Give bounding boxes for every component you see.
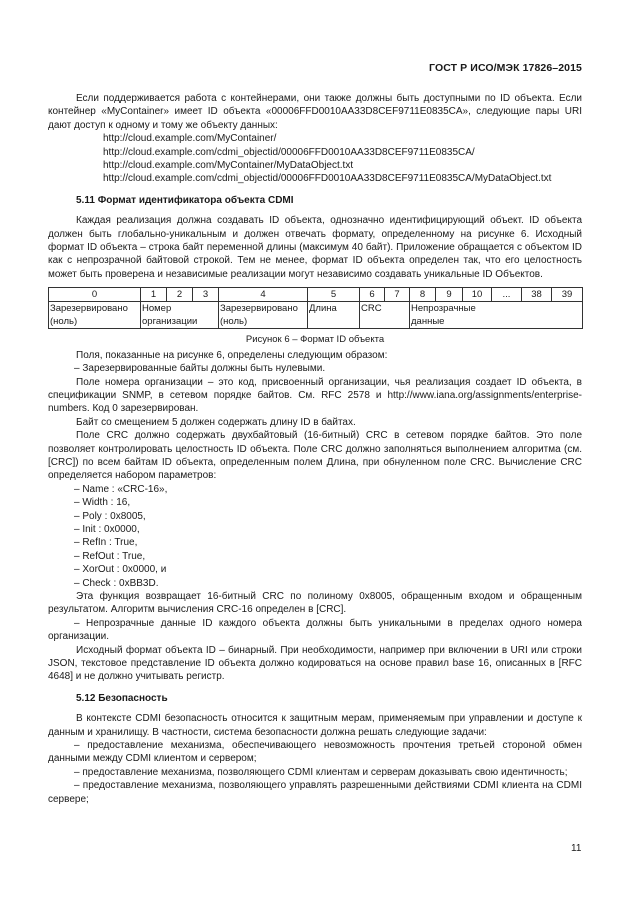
field-crc-sub: [360, 315, 410, 329]
paragraph-crc-function: Эта функция возвращает 16-битный CRC по полиному 0x8005, обращенным входом и обращенным результатом. Алгоритм вычисления CRC-16 определен в [CRC].: [48, 591, 582, 616]
byte-offset: 4: [219, 288, 308, 302]
crc-param: – RefOut : True,: [74, 550, 146, 562]
byte-offset: 0: [49, 288, 141, 302]
field-organization: Номер: [141, 302, 219, 316]
paragraph-crc: Поле CRC должно содержать двухбайтовый (16-битный) CRC в сетевом порядке байтов. Это поле позволяет контролировать целостность ID объекта. Поле CRC должно заполняться выполнением алгоритма (см. [CRC]) по всем байтам ID объекта, определенным полем Длина, при обнуленном поле CRC. Вычисление CRC определяется набором параметров:: [48, 430, 582, 482]
field-reserved-2: Зарезервировано: [219, 302, 308, 316]
byte-offset: 1: [141, 288, 167, 302]
crc-param: – Check : 0xBB3D.: [74, 577, 159, 589]
field-organization-sub: организации: [141, 315, 219, 329]
list-item: – предоставление механизма, позволяющего CDMI клиентам и серверам доказывать свою идентичность;: [74, 766, 568, 778]
field-reserved-1-sub: (ноль): [49, 315, 141, 329]
field-reserved-1: Зарезервировано: [49, 302, 141, 316]
document-header: ГОСТ Р ИСО/МЭК 17826–2015: [429, 62, 582, 74]
uri-line: http://cloud.example.com/MyContainer/: [103, 133, 277, 145]
table-row: [49, 315, 583, 329]
byte-offset: 7: [385, 288, 410, 302]
uri-line: http://cloud.example.com/MyContainer/MyDataObject.txt: [103, 160, 354, 172]
field-opaque-sub: данные: [410, 315, 583, 329]
byte-offset: 10: [463, 288, 492, 302]
object-id-format-table: [48, 287, 583, 329]
crc-param: – Poly : 0x8005,: [74, 510, 146, 522]
table-row: [49, 288, 583, 302]
byte-offset: 5: [308, 288, 360, 302]
paragraph-binary-format: Исходный формат объекта ID – бинарный. При необходимости, например при включении в URI или строки JSON, текстовое представление ID объекта должно кодироваться на основе правил base 16, описанных в [RFC 4648] и не должно учитывать регистр.: [48, 644, 582, 683]
byte-offset: 39: [552, 288, 583, 302]
page-number: 11: [571, 843, 582, 854]
paragraph-security: В контексте CDMI безопасность относится к защитным мерам, применяемым при управлении и доступе к данным и хранилищу. В частности, система безопасности должна решать следующие задачи:: [48, 713, 582, 738]
list-item: – Зарезервированные байты должны быть нулевыми.: [74, 363, 326, 375]
uri-line: http://cloud.example.com/cdmi_objectid/00006FFD0010AA33D8CEF9711E0835CA/: [103, 146, 475, 158]
byte-offset: 6: [360, 288, 385, 302]
paragraph-object-id: Каждая реализация должна создавать ID объекта, однозначно идентифицирующий объект. ID объекта должен быть глобально-уникальным и должен отвечать формату, определенному на рисунке 6. Исходный формат ID объекта – строка байт переменной длины (максимум 40 байт). Приложение обращается с объектом ID как с непрозрачной байтовой строкой. Тем не менее, формат ID объекта определен так, что его целостность может быть проверена и независимые реализации могут независимо создавать уникальные ID Объектов.: [48, 215, 582, 280]
field-length: Длина: [308, 302, 360, 316]
table-row: [49, 302, 583, 316]
figure-caption: Рисунок 6 – Формат ID объекта: [245, 334, 385, 346]
paragraph-fields-intro: Поля, показанные на рисунке 6, определены следующим образом:: [76, 349, 388, 361]
list-item: – Непрозрачные данные ID каждого объекта должны быть уникальными в пределах одного номера организации.: [48, 617, 582, 643]
page-body: [48, 92, 582, 806]
field-reserved-2-sub: (ноль): [219, 315, 308, 329]
field-crc: CRC: [360, 302, 410, 316]
byte-offset: 9: [436, 288, 463, 302]
byte-offset: 8: [410, 288, 436, 302]
section-heading-5-12: 5.12 Безопасность: [76, 692, 168, 704]
list-item: – предоставление механизма, обеспечивающего невозможность прочтения третьей стороной обмен данными между CDMI клиентом и сервером;: [48, 740, 582, 765]
crc-param: – XorOut : 0x0000, и: [74, 564, 167, 576]
uri-line: http://cloud.example.com/cdmi_objectid/00006FFD0010AA33D8CEF9711E0835CA/MyDataObject.txt: [103, 173, 552, 185]
byte-offset: 2: [167, 288, 193, 302]
byte-offset: 38: [522, 288, 552, 302]
crc-param: – Width : 16,: [74, 497, 131, 509]
byte-offset: ...: [492, 288, 522, 302]
crc-param: – Name : «CRC-16»,: [74, 483, 168, 495]
section-heading-5-11: 5.11 Формат идентификатора объекта CDMI: [76, 194, 294, 206]
crc-param: – Init : 0x0000,: [74, 523, 140, 535]
list-item: – предоставление механизма, позволяющего управлять разрешенными действиями CDMI клиента на CDMI сервере;: [48, 780, 582, 805]
paragraph-containers: Если поддерживается работа с контейнерами, они также должны быть доступными по ID объекта. Если контейнер «MyContainer» имеет ID объекта «00006FFD0010AA33D8CEF9711E0835CA», следующие пары URI дают доступ к одному и тому же объекту данных:: [48, 93, 582, 131]
byte-offset: 3: [193, 288, 219, 302]
paragraph-length: Байт со смещением 5 должен содержать длину ID в байтах.: [76, 416, 356, 428]
field-opaque: Непрозрачные: [410, 302, 583, 316]
field-length-sub: [308, 315, 360, 329]
crc-param: – RefIn : True,: [74, 537, 138, 549]
paragraph-org-number: Поле номера организации – это код, присвоенный организации, чья реализация создает ID объекта, в спецификации SNMP, в сетевом порядке байтов. См. RFC 2578 и http://www.iana.org/assignments/enterprise-numbers. Код 0 зарезервирован.: [48, 376, 582, 415]
